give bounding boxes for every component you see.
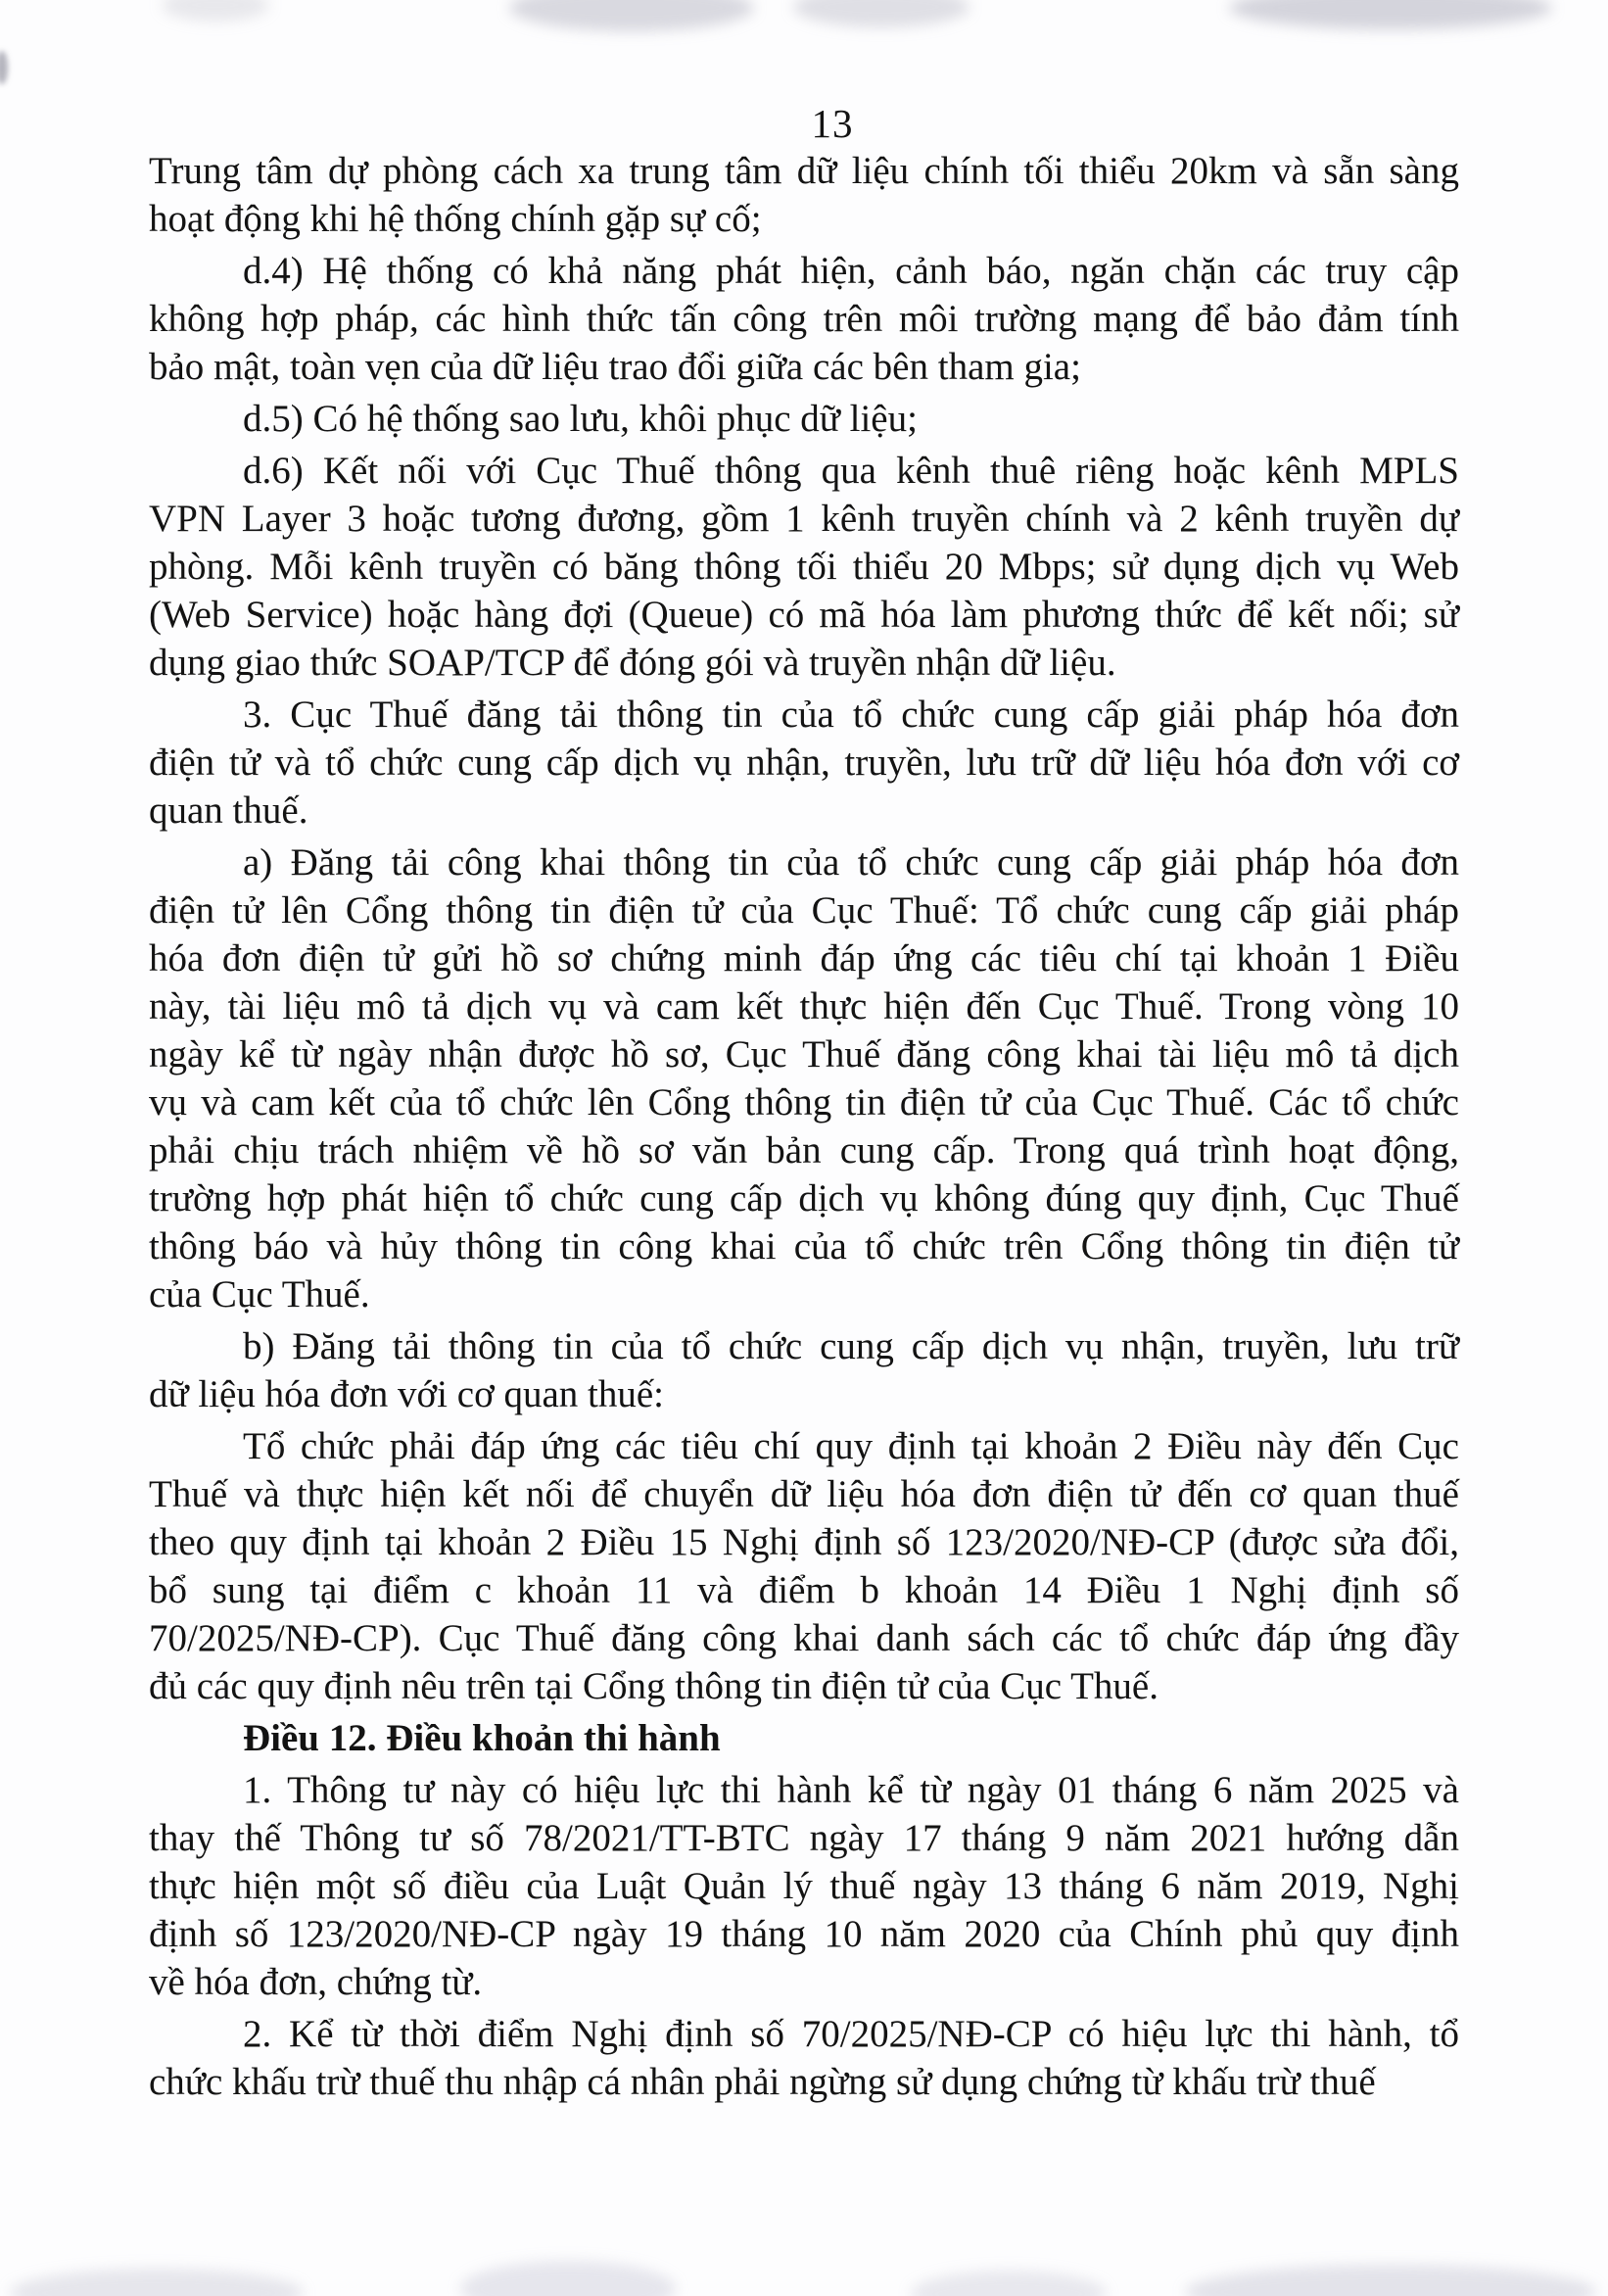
scan-smudge [1185, 2265, 1596, 2296]
text-line: VPN Layer 3 hoặc tương đương, gồm 1 kênh truyền chính và 2 kênh truyền dự [149, 498, 1459, 540]
text-line: d.4) Hệ thống có khả năng phát hiện, cảnh báo, ngăn chặn các truy cập [243, 250, 1459, 292]
text-line: dụng giao thức SOAP/TCP để đóng gói và truyền nhận dữ liệu. [149, 642, 1116, 684]
paragraph [149, 1422, 1459, 1710]
text-line: Tổ chức phải đáp ứng các tiêu chí quy định tại khoản 2 Điều này đến Cục [243, 1425, 1459, 1467]
text-line: không hợp pháp, các hình thức tấn công trên môi trường mạng để bảo đảm tính [149, 298, 1459, 340]
scan-smudge [10, 2269, 304, 2296]
paragraph [149, 1322, 1459, 1418]
text-line: vụ và cam kết của tổ chức lên Cổng thông tin điện tử của Cục Thuế. Các tổ chức [149, 1081, 1459, 1124]
text-line: của Cục Thuế. [149, 1273, 370, 1315]
page-number: 13 [811, 101, 854, 146]
paragraph [149, 838, 1459, 1318]
scan-smudge [509, 0, 754, 31]
document-body [149, 147, 1459, 2110]
text-line: này, tài liệu mô tả dịch vụ và cam kết thực hiện đến Cục Thuế. Trong vòng 10 [149, 985, 1459, 1028]
text-line: dữ liệu hóa đơn với cơ quan thuế: [149, 1373, 664, 1415]
scan-smudge [1229, 0, 1552, 29]
paragraph [149, 1766, 1459, 2006]
text-line: 70/2025/NĐ-CP). Cục Thuế đăng công khai danh sách các tổ chức đáp ứng đầy [149, 1617, 1459, 1659]
text-line: Trung tâm dự phòng cách xa trung tâm dữ liệu chính tối thiểu 20km và sẵn sàng [149, 150, 1459, 192]
text-line: bảo mật, toàn vẹn của dữ liệu trao đổi giữa các bên tham gia; [149, 346, 1081, 388]
scan-smudge [911, 2271, 1107, 2296]
text-line: điện tử và tổ chức cung cấp dịch vụ nhận, truyền, lưu trữ dữ liệu hóa đơn với cơ [149, 741, 1459, 784]
scan-smudge [162, 0, 269, 22]
text-line: điện tử lên Cổng thông tin điện tử của Cục Thuế: Tổ chức cung cấp giải pháp [149, 889, 1459, 932]
scan-smudge [793, 0, 970, 27]
text-line: 1. Thông tư này có hiệu lực thi hành kể từ ngày 01 tháng 6 năm 2025 và [243, 1769, 1459, 1811]
text-line: hóa đơn điện tử gửi hồ sơ chứng minh đáp ứng các tiêu chí tại khoản 1 Điều [149, 937, 1459, 980]
text-line: quan thuế. [149, 789, 308, 832]
text-line: d.6) Kết nối với Cục Thuế thông qua kênh thuê riêng hoặc kênh MPLS [243, 450, 1459, 492]
text-line: theo quy định tại khoản 2 Điều 15 Nghị định số 123/2020/NĐ-CP (được sửa đổi, [149, 1521, 1459, 1563]
text-line: hoạt động khi hệ thống chính gặp sự cố; [149, 198, 762, 240]
text-line: chức khấu trừ thuế thu nhập cá nhân phải ngừng sử dụng chứng từ khấu trừ thuế [149, 2061, 1376, 2103]
paragraph [149, 691, 1459, 835]
text-line: thực hiện một số điều của Luật Quản lý thuế ngày 13 tháng 6 năm 2019, Nghị [149, 1865, 1459, 1907]
paragraph [149, 2010, 1459, 2106]
text-line: Thuế và thực hiện kết nối để chuyển dữ liệu hóa đơn điện tử đến cơ quan thuế [149, 1473, 1459, 1515]
paragraph [149, 147, 1459, 243]
text-line: thông báo và hủy thông tin công khai của tổ chức trên Cổng thông tin điện tử [149, 1225, 1459, 1268]
paragraph [149, 447, 1459, 687]
paragraph [149, 395, 1459, 443]
section-heading [149, 1714, 1459, 1762]
text-line: a) Đăng tải công khai thông tin của tổ chức cung cấp giải pháp hóa đơn [243, 841, 1459, 884]
text-line: thay thế Thông tư số 78/2021/TT-BTC ngày 17 tháng 9 năm 2021 hướng dẫn [149, 1817, 1459, 1859]
text-line: trường hợp phát hiện tổ chức cung cấp dịch vụ không đúng quy định, Cục Thuế [149, 1177, 1459, 1220]
text-line: Điều 12. Điều khoản thi hành [243, 1717, 721, 1759]
text-line: d.5) Có hệ thống sao lưu, khôi phục dữ liệu; [243, 398, 918, 440]
text-line: (Web Service) hoặc hàng đợi (Queue) có mã hóa làm phương thức để kết nối; sử [149, 594, 1459, 636]
scan-smudge [460, 2261, 676, 2296]
text-line: 3. Cục Thuế đăng tải thông tin của tổ chức cung cấp giải pháp hóa đơn [243, 694, 1459, 736]
text-line: b) Đăng tải thông tin của tổ chức cung cấp dịch vụ nhận, truyền, lưu trữ [243, 1325, 1459, 1367]
paragraph [149, 247, 1459, 391]
text-line: ngày kể từ ngày nhận được hồ sơ, Cục Thuế đăng công khai tài liệu mô tả dịch [149, 1033, 1459, 1076]
text-line: về hóa đơn, chứng từ. [149, 1961, 483, 2003]
text-line: định số 123/2020/NĐ-CP ngày 19 tháng 10 năm 2020 của Chính phủ quy định [149, 1913, 1459, 1955]
text-line: phải chịu trách nhiệm về hồ sơ văn bản cung cấp. Trong quá trình hoạt động, [149, 1129, 1459, 1172]
text-line: đủ các quy định nêu trên tại Cổng thông tin điện tử của Cục Thuế. [149, 1665, 1159, 1707]
text-line: 2. Kể từ thời điểm Nghị định số 70/2025/NĐ-CP có hiệu lực thi hành, tổ [243, 2013, 1459, 2055]
text-line: phòng. Mỗi kênh truyền có băng thông tối thiểu 20 Mbps; sử dụng dịch vụ Web [149, 546, 1459, 588]
scan-smudge [0, 51, 8, 84]
text-line: bổ sung tại điểm c khoản 11 và điểm b khoản 14 Điều 1 Nghị định số [149, 1569, 1459, 1611]
